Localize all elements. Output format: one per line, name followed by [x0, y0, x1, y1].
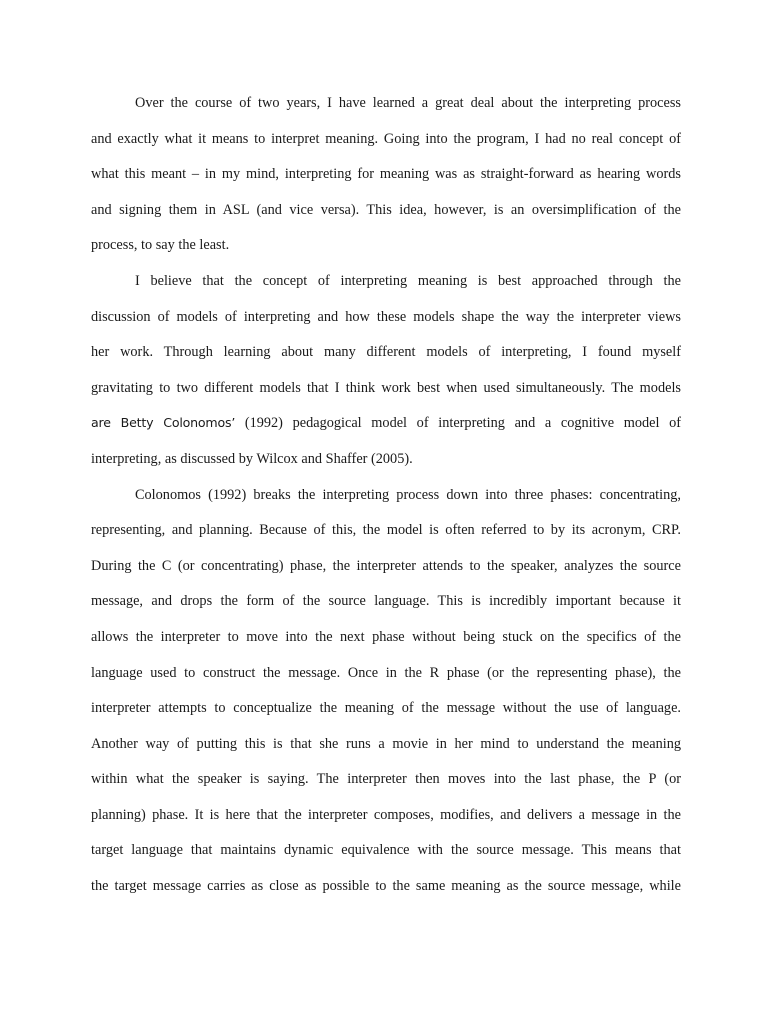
text-line: gravitating to two different models that I think work best when used simultaneously. The models — [91, 379, 681, 396]
text-line: I believe that the concept of interpreting meaning is best approached through the — [135, 272, 681, 289]
paragraph-3 — [91, 479, 681, 906]
text-line: Over the course of two years, I have learned a great deal about the interpreting process — [135, 95, 681, 111]
text-line: her work. Through learning about many different models of interpreting, I found myself — [91, 344, 681, 361]
paragraph-1 — [91, 87, 681, 265]
text-line: and signing them in ASL (and vice versa). This idea, however, is an oversimplification of the — [91, 201, 681, 218]
body-text — [91, 87, 681, 906]
text-line: and exactly what it means to interpret meaning. Going into the program, I had no real concept of — [91, 130, 681, 147]
text-line: allows the interpreter to move into the next phase without being stuck on the specifics of the — [91, 628, 681, 645]
text-line: representing, and planning. Because of this, the model is often referred to by its acronym, CRP. — [91, 522, 681, 539]
text-line: During the C (or concentrating) phase, the interpreter attends to the speaker, analyzes the source — [91, 557, 681, 574]
text-line: message, and drops the form of the source language. This is incredibly important because it — [91, 593, 681, 610]
text-line: language used to construct the message. Once in the R phase (or the representing phase), the — [91, 664, 681, 681]
text-line: planning) phase. It is here that the interpreter composes, modifies, and delivers a message in the — [91, 806, 681, 823]
serif-text-run: (1992) pedagogical model of interpreting and a cognitive model of — [235, 415, 681, 432]
text-line: within what the speaker is saying. The interpreter then moves into the last phase, the P (or — [91, 771, 681, 788]
text-line: interpreting, as discussed by Wilcox and Shaffer (2005). — [91, 450, 413, 467]
text-line: the target message carries as close as possible to the same meaning as the source message, while — [91, 878, 681, 895]
text-line: interpreter attempts to conceptualize the meaning of the message without the use of language. — [91, 700, 681, 717]
paragraph-2 — [91, 265, 681, 479]
text-line: target language that maintains dynamic equivalence with the source message. This means that — [91, 842, 681, 859]
text-line: what this meant – in my mind, interpreting for meaning was as straight-forward as hearing words — [91, 166, 681, 183]
text-line: process, to say the least. — [91, 237, 230, 254]
sans-text-run: are Betty Colonomos’ — [91, 415, 236, 431]
text-line: Colonomos (1992) breaks the interpreting process down into three phases: concentrating, — [135, 486, 681, 503]
text-line: Another way of putting this is that she runs a movie in her mind to understand the meaning — [91, 735, 681, 752]
text-line-mixed-font — [91, 407, 681, 443]
text-line: discussion of models of interpreting and how these models shape the way the interpreter views — [91, 308, 681, 325]
